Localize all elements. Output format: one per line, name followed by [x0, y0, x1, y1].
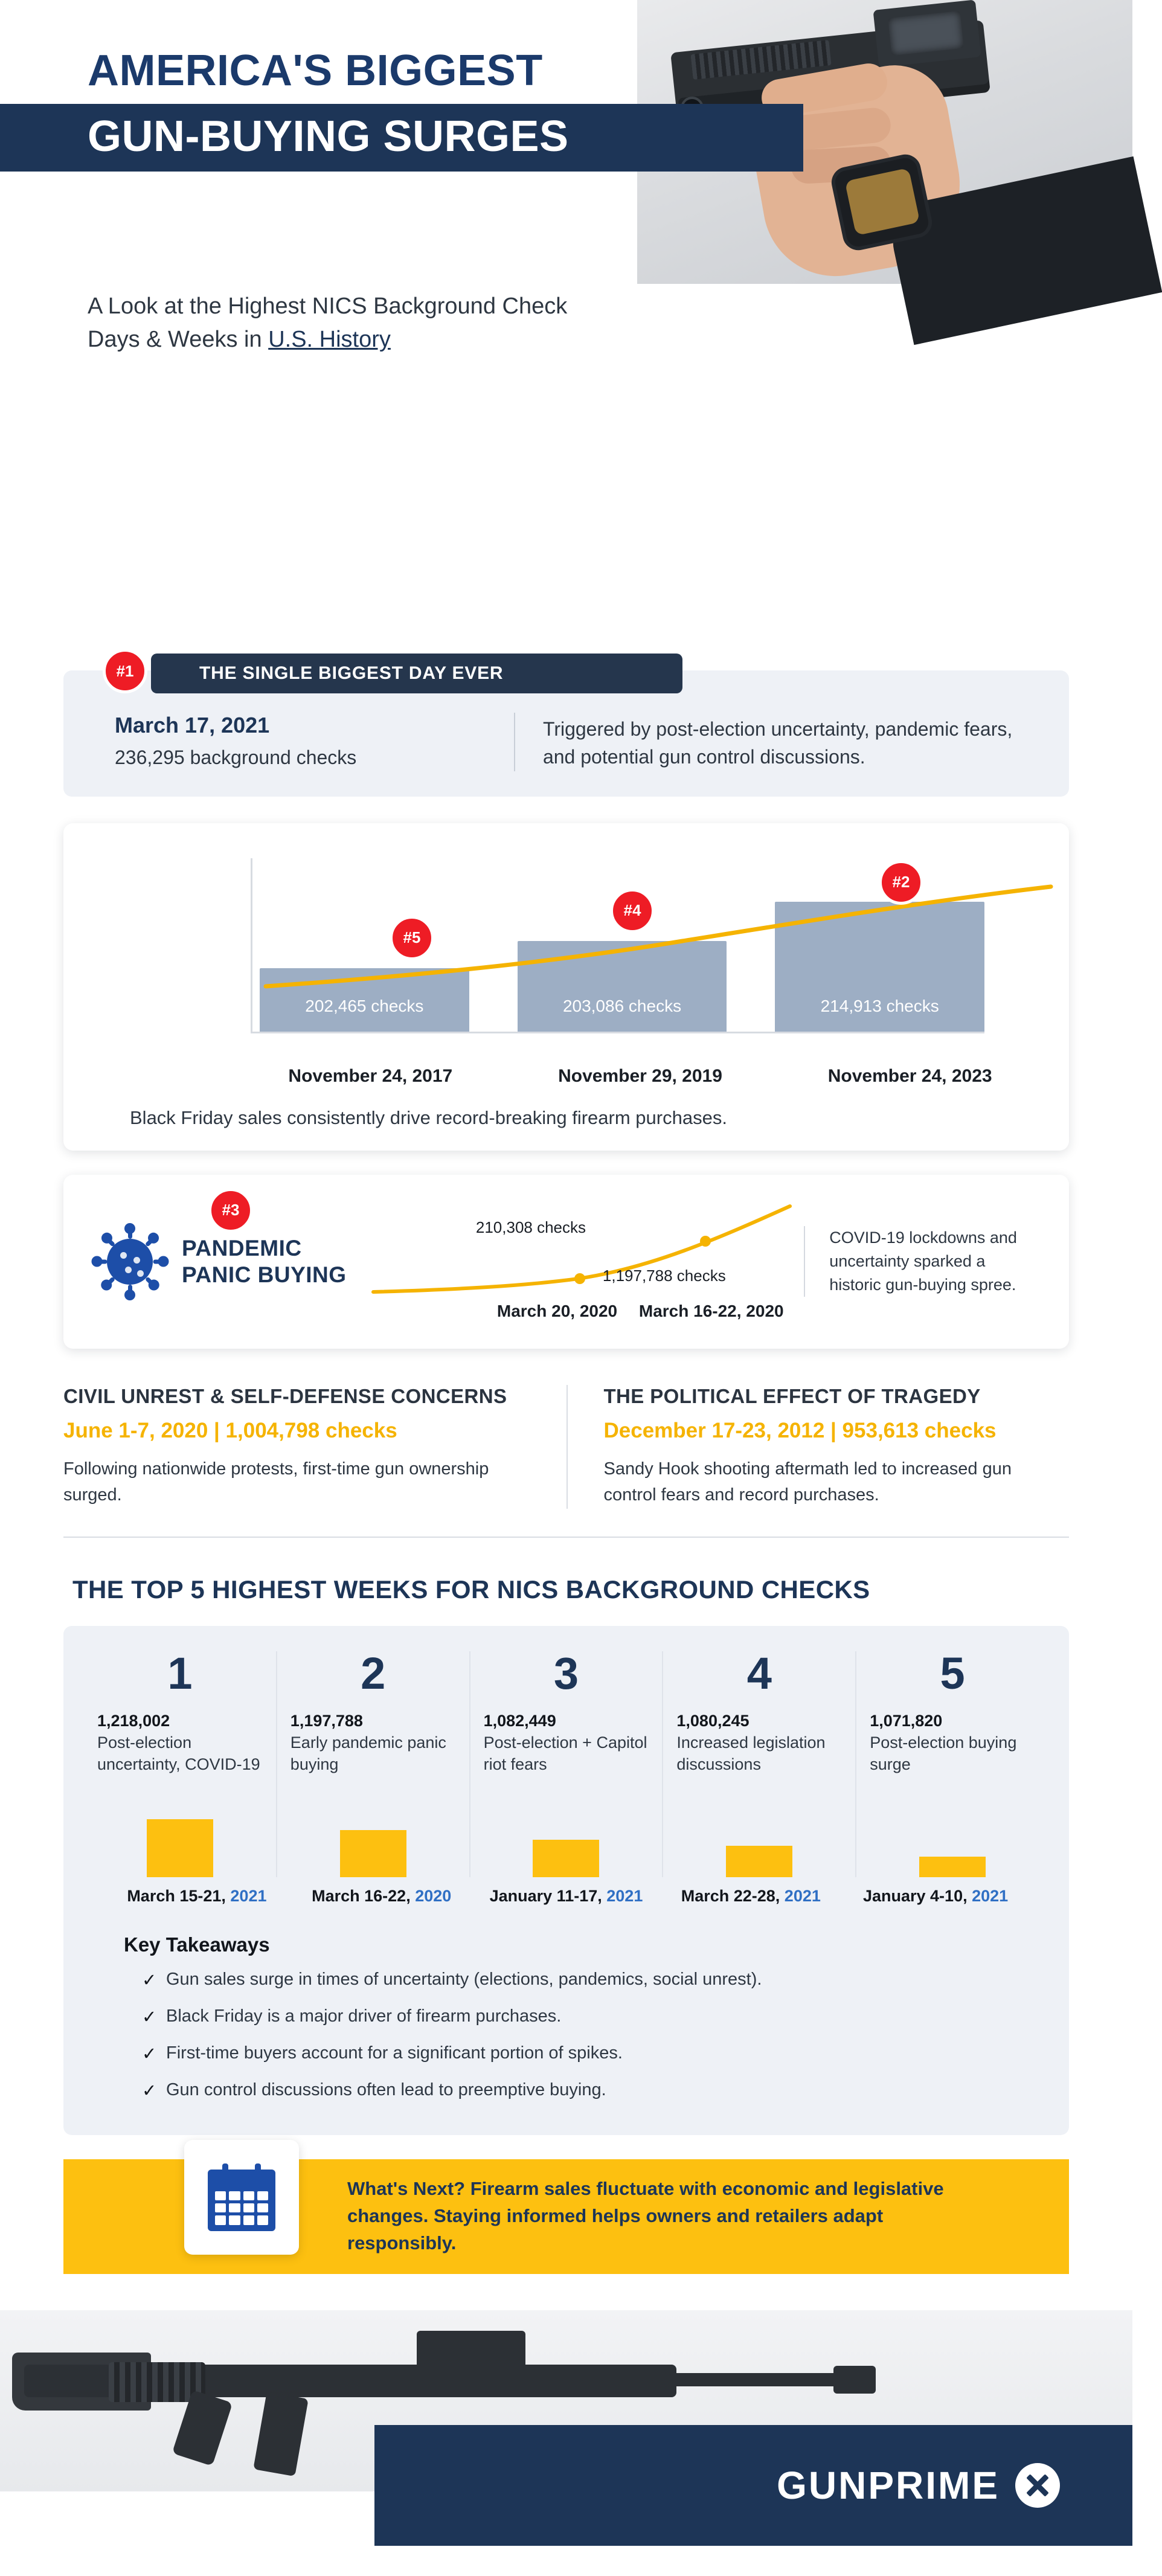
chart-x-axis [251, 1032, 984, 1033]
top5-date-3 [474, 1887, 659, 1906]
top5-date-5 [843, 1887, 1028, 1906]
calendar-grid [215, 2191, 268, 2225]
key-takeaways-list [142, 1970, 1048, 2101]
top5-bar-wrap [676, 1787, 842, 1877]
top5-rank: 4 [746, 1648, 772, 1698]
column-stat: June 1-7, 2020 | 1,004,798 checks [63, 1418, 397, 1442]
top5-row [84, 1648, 1048, 1877]
divider [514, 713, 515, 771]
pandemic-chart [367, 1201, 788, 1322]
pandemic-point-date-2: March 16-22, 2020 [638, 1301, 784, 1320]
black-friday-chart [130, 858, 1003, 1058]
top5-date-year: 2021 [784, 1886, 821, 1905]
footer-section [0, 2310, 1132, 2576]
black-friday-caption: Black Friday sales consistently drive record-breaking firearm purchases. [130, 1107, 727, 1128]
top5-number: 1,071,820 [870, 1711, 943, 1730]
table-row [518, 941, 727, 1032]
biggest-day-description: Triggered by post-election uncertainty, pandemic fears, and potential gun control discussions. [542, 718, 1013, 768]
pandemic-title [182, 1235, 351, 1288]
top5-item-2 [276, 1648, 469, 1877]
check-icon: ✓ [142, 2007, 157, 2027]
top5-bar [533, 1840, 599, 1877]
top5-title: THE TOP 5 HIGHEST WEEKS FOR NICS BACKGROUND CHECKS [72, 1575, 870, 1604]
pandemic-point-label-1: 210,308 checks [475, 1218, 586, 1236]
hero-title-block [0, 48, 664, 172]
column-body: Sandy Hook shooting aftermath led to increased gun control fears and record purchases. [603, 1459, 1012, 1505]
bar-value-label-3: 214,913 checks [820, 996, 939, 1015]
list-item [142, 1970, 1048, 1991]
column-body: Following nationwide protests, first-time gun ownership surged. [63, 1459, 489, 1505]
top5-rank: 1 [167, 1648, 193, 1698]
top5-item-3 [469, 1648, 663, 1877]
top5-bar [919, 1857, 986, 1877]
biggest-day-date: March 17, 2021 [115, 713, 270, 737]
chart-y-axis [251, 858, 252, 1033]
brand-logo-icon [1015, 2463, 1060, 2508]
top5-date-year: 2021 [972, 1886, 1009, 1905]
key-takeaways-title: Key Takeaways [124, 1933, 270, 1956]
top5-item-4 [662, 1648, 855, 1877]
bar-date-1: November 24, 2017 [288, 1065, 453, 1086]
top5-description: Post-election buying surge [870, 1733, 1017, 1774]
top5-rank: 3 [553, 1648, 579, 1698]
takeaway-text: Gun control discussions often lead to preemptive buying. [166, 2080, 606, 2099]
top5-date-year: 2020 [415, 1886, 452, 1905]
top5-bar-wrap [97, 1787, 263, 1877]
hero-section [0, 0, 1132, 353]
top5-date-year: 2021 [230, 1886, 267, 1905]
pandemic-card [63, 1175, 1069, 1349]
top5-date-text: March 16-22, [312, 1886, 416, 1905]
rifle-carry-handle [417, 2331, 525, 2368]
optic-lens [888, 11, 964, 56]
biggest-day-pill: THE SINGLE BIGGEST DAY EVER [151, 654, 682, 693]
takeaway-text: First-time buyers account for a significant portion of spikes. [166, 2043, 623, 2063]
bar-value-label-2: 203,086 checks [562, 996, 682, 1015]
top5-panel [63, 1626, 1069, 2135]
pandemic-title-line2: PANIC BUYING [182, 1262, 347, 1287]
bar-date-2: November 29, 2019 [558, 1065, 722, 1086]
rank-badge-3: #3 [208, 1188, 253, 1233]
column-political-effect [567, 1385, 1070, 1509]
black-friday-date-labels [260, 1066, 1021, 1087]
top5-rank: 5 [940, 1648, 965, 1698]
hero-subtitle-line2: Days & Weeks in [88, 327, 269, 353]
bar-date-3: November 24, 2023 [827, 1065, 992, 1086]
check-icon: ✓ [142, 1970, 157, 1990]
top5-bar [147, 1819, 213, 1877]
rank-badge-5: #5 [390, 916, 434, 960]
virus-icon [94, 1225, 166, 1298]
top5-number: 1,218,002 [97, 1711, 170, 1730]
top5-date-text: January 11-17, [489, 1886, 607, 1905]
top5-date-text: March 15-21, [127, 1886, 231, 1905]
rifle-muzzle [833, 2366, 876, 2394]
brand-row [777, 2463, 1060, 2508]
footer-brand-bar [374, 2425, 1132, 2546]
pandemic-point-label-2: 1,197,788 checks [602, 1266, 726, 1285]
calendar-icon-box [184, 2140, 299, 2255]
top5-item-5 [855, 1648, 1048, 1877]
biggest-day-left [115, 713, 514, 769]
pandemic-title-line1: PANDEMIC [182, 1236, 302, 1261]
check-icon: ✓ [142, 2081, 157, 2101]
top5-date-2 [289, 1887, 474, 1906]
pandemic-point-date-1: March 20, 2020 [496, 1301, 618, 1320]
top5-bar [340, 1830, 406, 1877]
top5-number: 1,080,245 [676, 1711, 750, 1730]
biggest-day-row [88, 713, 1045, 771]
pandemic-note: COVID-19 lockdowns and uncertainty sparked a historic gun-buying spree. [804, 1226, 1039, 1297]
top5-dates [104, 1887, 1028, 1906]
takeaway-text: Black Friday is a major driver of firearm purchases. [166, 2006, 562, 2026]
hero-subtitle-accent: U.S. History [268, 327, 391, 353]
column-heading: CIVIL UNREST & SELF-DEFENSE CONCERNS [63, 1384, 507, 1407]
column-civil-unrest [63, 1385, 567, 1509]
top5-bar-wrap [870, 1787, 1035, 1877]
top5-bar-wrap [484, 1787, 649, 1877]
top5-date-4 [658, 1887, 843, 1906]
column-heading: THE POLITICAL EFFECT OF TRAGEDY [603, 1384, 981, 1407]
top5-number: 1,082,449 [483, 1711, 556, 1730]
black-friday-card [63, 823, 1069, 1151]
page-title-line1: AMERICA'S BIGGEST [88, 47, 543, 95]
top5-description: Post-election uncertainty, COVID-19 [97, 1733, 260, 1774]
list-item [142, 2080, 1048, 2101]
rifle-magazine [253, 2392, 309, 2476]
whats-next-text: What's Next? Firearm sales fluctuate with economic and legislative changes. Staying informed helps owners and retailers adapt responsibly. [347, 2178, 944, 2254]
top5-date-year: 2021 [606, 1886, 643, 1905]
table-row [775, 902, 984, 1032]
rifle-barrel [664, 2373, 846, 2386]
top5-item-1 [84, 1648, 276, 1877]
check-icon: ✓ [142, 2044, 157, 2064]
page-title-bar [0, 104, 803, 172]
top5-description: Increased legislation discussions [676, 1733, 826, 1774]
top5-description: Early pandemic panic buying [290, 1733, 446, 1774]
takeaway-text: Gun sales surge in times of uncertainty (elections, pandemics, social unrest). [166, 1969, 762, 1989]
hero-subtitle-line1: A Look at the Highest NICS Background Check [88, 294, 568, 319]
list-item [142, 2043, 1048, 2064]
rank-badge-2: #2 [879, 860, 923, 905]
top5-description: Post-election + Capitol riot fears [483, 1733, 647, 1774]
rank-badge-1: #1 [103, 649, 147, 693]
calendar-icon [208, 2163, 275, 2231]
table-row [260, 968, 469, 1032]
list-item [142, 2006, 1048, 2028]
calendar-header [208, 2170, 275, 2185]
rank-badge-4: #4 [610, 888, 655, 933]
top5-number: 1,197,788 [290, 1711, 363, 1730]
brand-name: GUNPRIME [777, 2463, 1000, 2507]
two-column-section [63, 1385, 1069, 1538]
biggest-day-checks: 236,295 background checks [115, 747, 357, 768]
bar-value-label-1: 202,465 checks [305, 996, 424, 1015]
whats-next-banner [63, 2159, 1069, 2274]
top5-rank: 2 [361, 1648, 386, 1698]
top5-date-text: January 4-10, [862, 1886, 972, 1905]
top5-date-1 [104, 1887, 289, 1906]
biggest-day-section [0, 661, 1132, 797]
top5-date-text: March 22-28, [681, 1886, 785, 1905]
top5-bar-wrap [290, 1787, 456, 1877]
column-stat: December 17-23, 2012 | 953,613 checks [603, 1418, 997, 1442]
hero-subtitle [88, 290, 752, 356]
page-title-line2: GUN-BUYING SURGES [88, 112, 569, 161]
top5-bar [726, 1846, 792, 1877]
